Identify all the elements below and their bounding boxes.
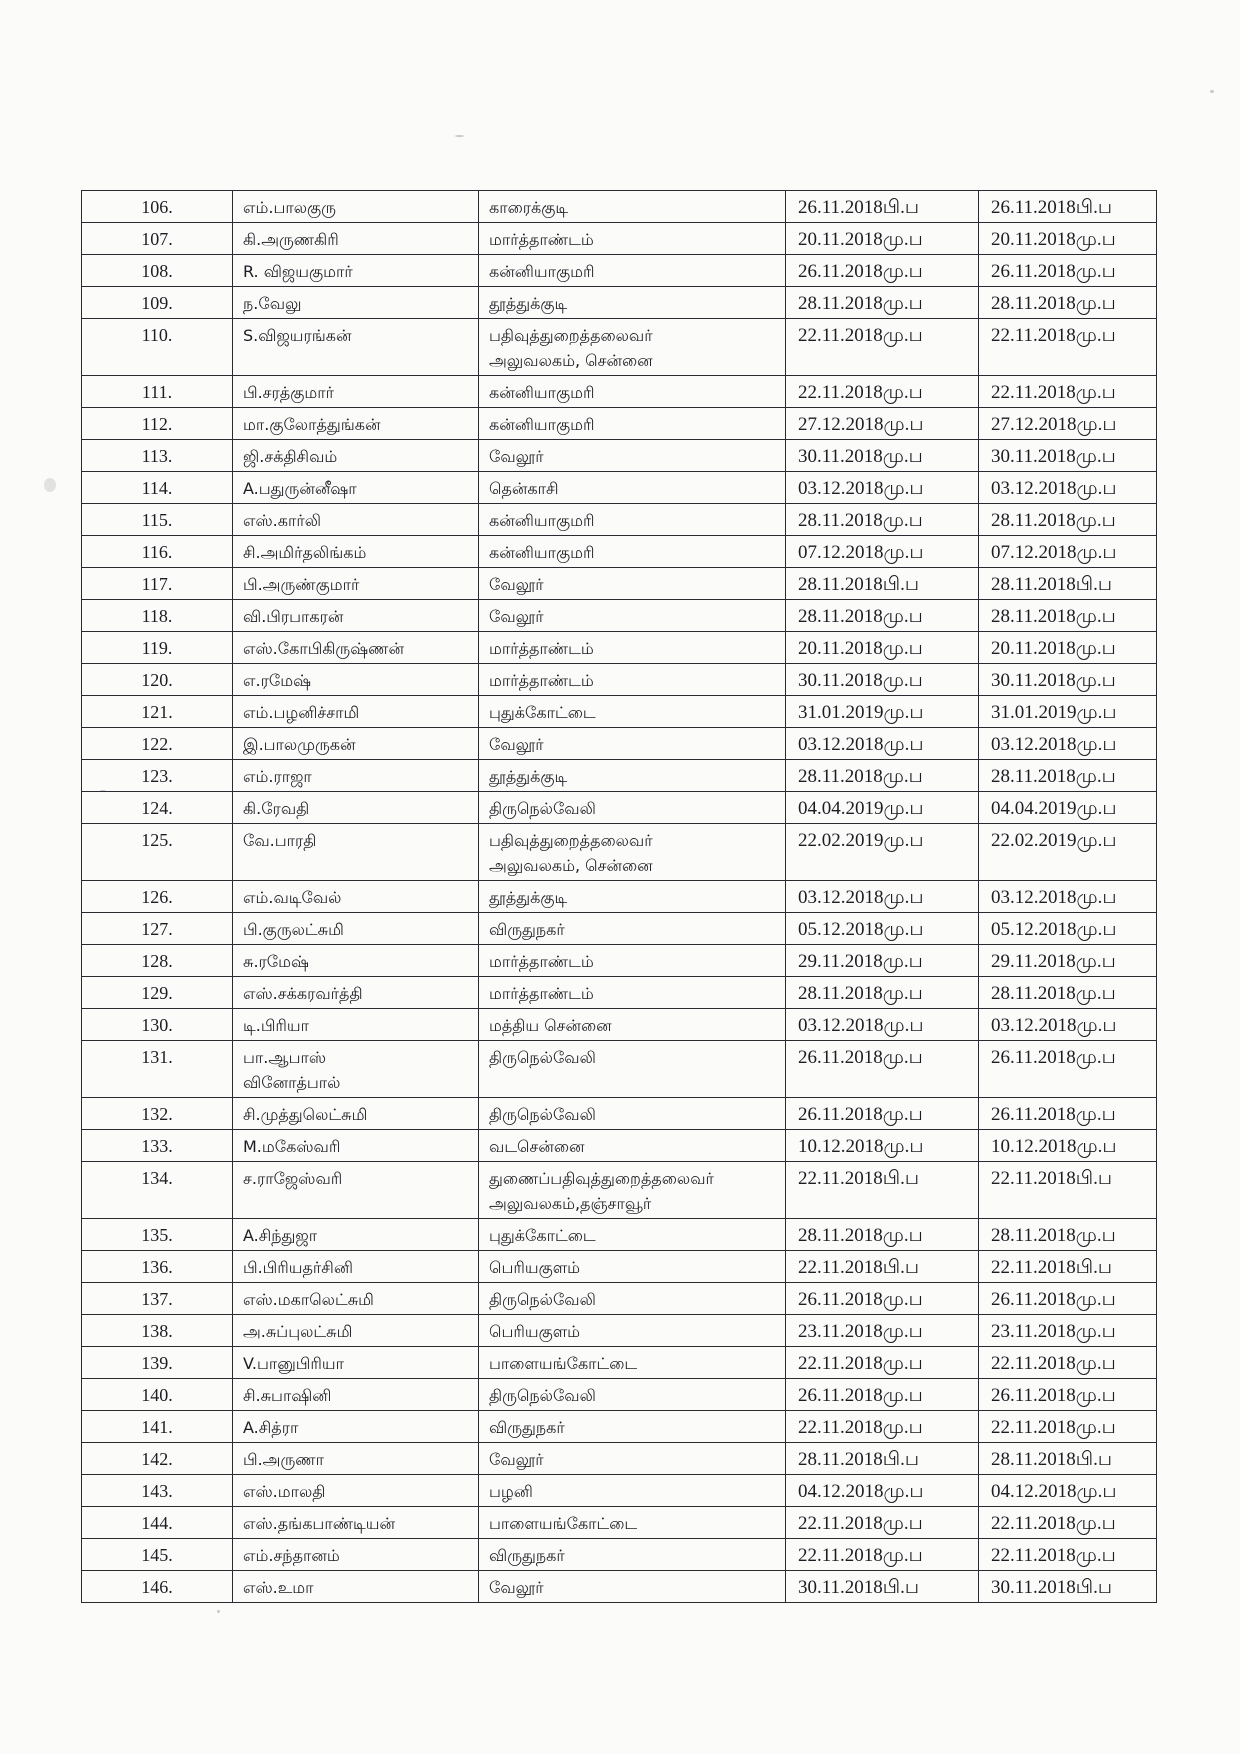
relieved-date-cell: 31.01.2019மு.ப <box>786 696 979 728</box>
relieved-date-cell: 04.12.2018மு.ப <box>786 1475 979 1507</box>
office-cell <box>479 824 786 881</box>
office-cell <box>479 977 786 1009</box>
joined-date-cell: 26.11.2018மு.ப <box>979 1041 1157 1098</box>
relieved-date-cell: 22.11.2018பி.ப <box>786 1251 979 1283</box>
serial-number-cell: 133. <box>82 1130 233 1162</box>
serial-number-cell: 142. <box>82 1443 233 1475</box>
office-line: மார்த்தாண்டம் <box>489 639 594 658</box>
joined-date-cell: 30.11.2018மு.ப <box>979 664 1157 696</box>
table-row <box>82 945 1157 977</box>
relieved-date-cell: 22.11.2018மு.ப <box>786 319 979 376</box>
joined-date-cell: 22.11.2018மு.ப <box>979 1347 1157 1379</box>
serial-number-cell: 128. <box>82 945 233 977</box>
office-line: பதிவுத்துறைத்தலைவர் <box>489 831 653 850</box>
office-cell <box>479 319 786 376</box>
office-line: மார்த்தாண்டம் <box>489 230 594 249</box>
serial-number-cell: 138. <box>82 1315 233 1347</box>
name-cell: பி.குருலட்சுமி <box>233 913 479 945</box>
table-row <box>82 881 1157 913</box>
serial-number-cell: 111. <box>82 376 233 408</box>
serial-number-cell: 139. <box>82 1347 233 1379</box>
records-table-body <box>82 191 1157 1603</box>
office-line: தென்காசி <box>489 479 559 498</box>
serial-number-cell: 115. <box>82 504 233 536</box>
office-line: திருநெல்வேலி <box>489 1048 596 1067</box>
name-cell: டி.பிரியா <box>233 1009 479 1041</box>
table-row <box>82 696 1157 728</box>
relieved-date-cell: 04.04.2019மு.ப <box>786 792 979 824</box>
joined-date-cell: 30.11.2018பி.ப <box>979 1571 1157 1603</box>
joined-date-cell: 03.12.2018மு.ப <box>979 728 1157 760</box>
relieved-date-cell: 03.12.2018மு.ப <box>786 881 979 913</box>
office-cell <box>479 1009 786 1041</box>
joined-date-cell: 07.12.2018மு.ப <box>979 536 1157 568</box>
serial-number-cell: 120. <box>82 664 233 696</box>
name-cell: சி.அமிர்தலிங்கம் <box>233 536 479 568</box>
table-row <box>82 1251 1157 1283</box>
name-cell: எஸ்.கார்லி <box>233 504 479 536</box>
joined-date-cell: 26.11.2018மு.ப <box>979 255 1157 287</box>
office-cell <box>479 792 786 824</box>
office-line: தூத்துக்குடி <box>489 767 568 786</box>
table-row <box>82 913 1157 945</box>
name-cell: ச.ராஜேஸ்வரி <box>233 1162 479 1219</box>
table-row <box>82 728 1157 760</box>
table-row <box>82 255 1157 287</box>
relieved-date-cell: 22.02.2019மு.ப <box>786 824 979 881</box>
office-cell <box>479 1098 786 1130</box>
relieved-date-cell: 30.11.2018மு.ப <box>786 664 979 696</box>
name-cell <box>233 1041 479 1098</box>
table-row <box>82 319 1157 376</box>
table-row <box>82 792 1157 824</box>
name-cell: எஸ்.தங்கபாண்டியன் <box>233 1507 479 1539</box>
table-row <box>82 1411 1157 1443</box>
name-cell: இ.பாலமுருகன் <box>233 728 479 760</box>
office-line: திருநெல்வேலி <box>489 1386 596 1405</box>
relieved-date-cell: 22.11.2018மு.ப <box>786 376 979 408</box>
joined-date-cell: 22.11.2018பி.ப <box>979 1251 1157 1283</box>
office-cell <box>479 632 786 664</box>
office-cell <box>479 1347 786 1379</box>
office-cell <box>479 472 786 504</box>
joined-date-cell: 22.11.2018பி.ப <box>979 1162 1157 1219</box>
relieved-date-cell: 07.12.2018மு.ப <box>786 536 979 568</box>
relieved-date-cell: 23.11.2018மு.ப <box>786 1315 979 1347</box>
relieved-date-cell: 26.11.2018மு.ப <box>786 1098 979 1130</box>
serial-number-cell: 125. <box>82 824 233 881</box>
joined-date-cell: 28.11.2018மு.ப <box>979 287 1157 319</box>
joined-date-cell: 28.11.2018மு.ப <box>979 504 1157 536</box>
office-cell <box>479 568 786 600</box>
relieved-date-cell: 26.11.2018மு.ப <box>786 255 979 287</box>
office-cell <box>479 664 786 696</box>
joined-date-cell: 26.11.2018மு.ப <box>979 1098 1157 1130</box>
name-cell: M.மகேஸ்வரி <box>233 1130 479 1162</box>
name-cell: சி.முத்துலெட்சுமி <box>233 1098 479 1130</box>
table-row <box>82 600 1157 632</box>
office-line: வேலூர் <box>489 1450 544 1469</box>
office-cell <box>479 913 786 945</box>
table-row <box>82 977 1157 1009</box>
office-cell <box>479 1219 786 1251</box>
office-cell <box>479 1507 786 1539</box>
relieved-date-cell: 03.12.2018மு.ப <box>786 728 979 760</box>
relieved-date-cell: 26.11.2018மு.ப <box>786 1283 979 1315</box>
table-row <box>82 760 1157 792</box>
office-cell <box>479 1379 786 1411</box>
joined-date-cell: 28.11.2018பி.ப <box>979 1443 1157 1475</box>
office-line: பெரியகுளம் <box>489 1258 581 1277</box>
office-line: தூத்துக்குடி <box>489 294 568 313</box>
table-row <box>82 1315 1157 1347</box>
office-line: மத்திய சென்னை <box>489 1016 612 1035</box>
office-line: வேலூர் <box>489 575 544 594</box>
office-cell <box>479 408 786 440</box>
name-cell: S.விஜயரங்கன் <box>233 319 479 376</box>
office-cell <box>479 1041 786 1098</box>
office-cell <box>479 287 786 319</box>
table-row <box>82 664 1157 696</box>
office-cell <box>479 1571 786 1603</box>
name-cell: அ.சுப்புலட்சுமி <box>233 1315 479 1347</box>
office-line: அலுவலகம், சென்னை <box>489 856 653 875</box>
name-line: பா.ஆபாஸ் <box>243 1048 327 1067</box>
office-line: மார்த்தாண்டம் <box>489 671 594 690</box>
office-cell <box>479 1315 786 1347</box>
name-cell: A.பதுருன்னீஷா <box>233 472 479 504</box>
name-cell: எஸ்.உமா <box>233 1571 479 1603</box>
joined-date-cell: 03.12.2018மு.ப <box>979 1009 1157 1041</box>
table-row <box>82 824 1157 881</box>
relieved-date-cell: 26.11.2018பி.ப <box>786 191 979 223</box>
serial-number-cell: 144. <box>82 1507 233 1539</box>
relieved-date-cell: 30.11.2018மு.ப <box>786 440 979 472</box>
office-cell <box>479 600 786 632</box>
table-row <box>82 504 1157 536</box>
office-line: பதிவுத்துறைத்தலைவர் <box>489 326 653 345</box>
name-cell: எம்.ராஜா <box>233 760 479 792</box>
name-cell: எம்.பாலகுரு <box>233 191 479 223</box>
serial-number-cell: 141. <box>82 1411 233 1443</box>
name-cell: சு.ரமேஷ் <box>233 945 479 977</box>
scan-speck <box>455 135 464 137</box>
name-cell: எம்.வடிவேல் <box>233 881 479 913</box>
office-cell <box>479 376 786 408</box>
office-line: புதுக்கோட்டை <box>489 1226 596 1245</box>
relieved-date-cell: 27.12.2018மு.ப <box>786 408 979 440</box>
serial-number-cell: 114. <box>82 472 233 504</box>
relieved-date-cell: 20.11.2018மு.ப <box>786 632 979 664</box>
serial-number-cell: 122. <box>82 728 233 760</box>
office-cell <box>479 728 786 760</box>
table-row <box>82 1162 1157 1219</box>
office-line: தூத்துக்குடி <box>489 888 568 907</box>
relieved-date-cell: 22.11.2018மு.ப <box>786 1411 979 1443</box>
relieved-date-cell: 05.12.2018மு.ப <box>786 913 979 945</box>
joined-date-cell: 22.11.2018மு.ப <box>979 319 1157 376</box>
table-row <box>82 440 1157 472</box>
table-row <box>82 1283 1157 1315</box>
office-line: கன்னியாகுமரி <box>489 262 595 281</box>
table-row <box>82 1507 1157 1539</box>
serial-number-cell: 117. <box>82 568 233 600</box>
serial-number-cell: 129. <box>82 977 233 1009</box>
name-cell: V.பானுபிரியா <box>233 1347 479 1379</box>
office-cell <box>479 945 786 977</box>
office-cell <box>479 1162 786 1219</box>
serial-number-cell: 119. <box>82 632 233 664</box>
table-row <box>82 191 1157 223</box>
table-row <box>82 1475 1157 1507</box>
name-cell: A.சித்ரா <box>233 1411 479 1443</box>
office-line: பாளையங்கோட்டை <box>489 1514 638 1533</box>
office-cell <box>479 1251 786 1283</box>
serial-number-cell: 134. <box>82 1162 233 1219</box>
office-line: கன்னியாகுமரி <box>489 511 595 530</box>
office-line: துணைப்பதிவுத்துறைத்தலைவர் <box>489 1169 714 1188</box>
relieved-date-cell: 10.12.2018மு.ப <box>786 1130 979 1162</box>
office-cell <box>479 1539 786 1571</box>
table-row <box>82 632 1157 664</box>
joined-date-cell: 27.12.2018மு.ப <box>979 408 1157 440</box>
joined-date-cell: 28.11.2018மு.ப <box>979 600 1157 632</box>
office-line: திருநெல்வேலி <box>489 1290 596 1309</box>
joined-date-cell: 26.11.2018மு.ப <box>979 1283 1157 1315</box>
office-line: வேலூர் <box>489 447 544 466</box>
office-cell <box>479 1130 786 1162</box>
serial-number-cell: 131. <box>82 1041 233 1098</box>
name-cell: எ.ரமேஷ் <box>233 664 479 696</box>
relieved-date-cell: 28.11.2018பி.ப <box>786 568 979 600</box>
relieved-date-cell: 26.11.2018மு.ப <box>786 1041 979 1098</box>
relieved-date-cell: 28.11.2018மு.ப <box>786 760 979 792</box>
name-cell: வி.பிரபாகரன் <box>233 600 479 632</box>
serial-number-cell: 130. <box>82 1009 233 1041</box>
office-cell <box>479 760 786 792</box>
relieved-date-cell: 03.12.2018மு.ப <box>786 472 979 504</box>
office-line: வேலூர் <box>489 607 544 626</box>
relieved-date-cell: 28.11.2018மு.ப <box>786 600 979 632</box>
office-line: கன்னியாகுமரி <box>489 383 595 402</box>
office-cell <box>479 1411 786 1443</box>
joined-date-cell: 29.11.2018மு.ப <box>979 945 1157 977</box>
name-cell: கி.ரேவதி <box>233 792 479 824</box>
name-cell: ந.வேலு <box>233 287 479 319</box>
joined-date-cell: 26.11.2018மு.ப <box>979 1379 1157 1411</box>
office-line: விருதுநகர் <box>489 920 565 939</box>
serial-number-cell: 143. <box>82 1475 233 1507</box>
serial-number-cell: 135. <box>82 1219 233 1251</box>
serial-number-cell: 123. <box>82 760 233 792</box>
table-row <box>82 223 1157 255</box>
joined-date-cell: 28.11.2018மு.ப <box>979 1219 1157 1251</box>
table-row <box>82 568 1157 600</box>
relieved-date-cell: 28.11.2018மு.ப <box>786 287 979 319</box>
serial-number-cell: 107. <box>82 223 233 255</box>
joined-date-cell: 22.11.2018மு.ப <box>979 1539 1157 1571</box>
office-cell <box>479 1443 786 1475</box>
joined-date-cell: 22.02.2019மு.ப <box>979 824 1157 881</box>
relieved-date-cell: 30.11.2018பி.ப <box>786 1571 979 1603</box>
table-row <box>82 287 1157 319</box>
name-cell: சி.சுபாஷினி <box>233 1379 479 1411</box>
name-cell: பி.சரத்குமார் <box>233 376 479 408</box>
name-cell: எம்.சந்தானம் <box>233 1539 479 1571</box>
office-line: வேலூர் <box>489 1578 544 1597</box>
joined-date-cell: 05.12.2018மு.ப <box>979 913 1157 945</box>
joined-date-cell: 20.11.2018மு.ப <box>979 632 1157 664</box>
office-line: வேலூர் <box>489 735 544 754</box>
relieved-date-cell: 22.11.2018பி.ப <box>786 1162 979 1219</box>
table-row <box>82 1009 1157 1041</box>
table-row <box>82 1571 1157 1603</box>
office-line: கன்னியாகுமரி <box>489 543 595 562</box>
serial-number-cell: 116. <box>82 536 233 568</box>
office-cell <box>479 881 786 913</box>
relieved-date-cell: 28.11.2018மு.ப <box>786 977 979 1009</box>
office-line: பாளையங்கோட்டை <box>489 1354 638 1373</box>
scan-speck <box>1210 90 1214 93</box>
serial-number-cell: 136. <box>82 1251 233 1283</box>
office-cell <box>479 255 786 287</box>
serial-number-cell: 127. <box>82 913 233 945</box>
office-cell <box>479 696 786 728</box>
name-cell: பி.அருண்குமார் <box>233 568 479 600</box>
serial-number-cell: 118. <box>82 600 233 632</box>
name-cell: எஸ்.சக்கரவர்த்தி <box>233 977 479 1009</box>
office-cell <box>479 1283 786 1315</box>
joined-date-cell: 30.11.2018மு.ப <box>979 440 1157 472</box>
records-table <box>81 190 1157 1603</box>
table-row <box>82 1379 1157 1411</box>
serial-number-cell: 112. <box>82 408 233 440</box>
name-line: வினோத்பால் <box>243 1073 341 1092</box>
joined-date-cell: 26.11.2018பி.ப <box>979 191 1157 223</box>
office-cell <box>479 223 786 255</box>
table-row <box>82 1041 1157 1098</box>
serial-number-cell: 106. <box>82 191 233 223</box>
serial-number-cell: 146. <box>82 1571 233 1603</box>
name-cell: எஸ்.மகாலெட்சுமி <box>233 1283 479 1315</box>
table-row <box>82 1347 1157 1379</box>
name-cell: பி.பிரியதர்சினி <box>233 1251 479 1283</box>
office-line: திருநெல்வேலி <box>489 1105 596 1124</box>
office-cell <box>479 1475 786 1507</box>
name-cell: எஸ்.கோபிகிருஷ்ணன் <box>233 632 479 664</box>
serial-number-cell: 109. <box>82 287 233 319</box>
joined-date-cell: 28.11.2018பி.ப <box>979 568 1157 600</box>
joined-date-cell: 22.11.2018மு.ப <box>979 1507 1157 1539</box>
serial-number-cell: 110. <box>82 319 233 376</box>
table-row <box>82 536 1157 568</box>
serial-number-cell: 140. <box>82 1379 233 1411</box>
serial-number-cell: 121. <box>82 696 233 728</box>
office-line: பெரியகுளம் <box>489 1322 581 1341</box>
name-cell: ஜி.சக்திசிவம் <box>233 440 479 472</box>
relieved-date-cell: 28.11.2018மு.ப <box>786 504 979 536</box>
relieved-date-cell: 28.11.2018மு.ப <box>786 1219 979 1251</box>
name-cell: மா.குலோத்துங்கன் <box>233 408 479 440</box>
serial-number-cell: 145. <box>82 1539 233 1571</box>
name-cell: R. விஜயகுமார் <box>233 255 479 287</box>
office-line: மார்த்தாண்டம் <box>489 952 594 971</box>
office-line: வடசென்னை <box>489 1137 585 1156</box>
office-line: அலுவலகம்,தஞ்சாவூர் <box>489 1194 652 1213</box>
office-line: விருதுநகர் <box>489 1418 565 1437</box>
relieved-date-cell: 22.11.2018மு.ப <box>786 1507 979 1539</box>
serial-number-cell: 137. <box>82 1283 233 1315</box>
office-cell <box>479 504 786 536</box>
table-row <box>82 472 1157 504</box>
joined-date-cell: 31.01.2019மு.ப <box>979 696 1157 728</box>
scan-speck <box>217 1610 220 1613</box>
scan-speck <box>44 478 56 492</box>
joined-date-cell: 23.11.2018மு.ப <box>979 1315 1157 1347</box>
joined-date-cell: 04.12.2018மு.ப <box>979 1475 1157 1507</box>
relieved-date-cell: 22.11.2018மு.ப <box>786 1539 979 1571</box>
table-row <box>82 1443 1157 1475</box>
office-cell <box>479 536 786 568</box>
office-line: விருதுநகர் <box>489 1546 565 1565</box>
serial-number-cell: 126. <box>82 881 233 913</box>
joined-date-cell: 03.12.2018மு.ப <box>979 881 1157 913</box>
name-cell: வே.பாரதி <box>233 824 479 881</box>
name-cell: A.சிந்துஜா <box>233 1219 479 1251</box>
office-line: பழனி <box>489 1482 533 1501</box>
relieved-date-cell: 03.12.2018மு.ப <box>786 1009 979 1041</box>
office-line: புதுக்கோட்டை <box>489 703 596 722</box>
name-cell: கி.அருணகிரி <box>233 223 479 255</box>
table-row <box>82 1098 1157 1130</box>
joined-date-cell: 20.11.2018மு.ப <box>979 223 1157 255</box>
joined-date-cell: 04.04.2019மு.ப <box>979 792 1157 824</box>
joined-date-cell: 22.11.2018மு.ப <box>979 376 1157 408</box>
name-cell: எஸ்.மாலதி <box>233 1475 479 1507</box>
office-cell <box>479 191 786 223</box>
table-row <box>82 1219 1157 1251</box>
serial-number-cell: 113. <box>82 440 233 472</box>
table-row <box>82 1130 1157 1162</box>
joined-date-cell: 03.12.2018மு.ப <box>979 472 1157 504</box>
relieved-date-cell: 29.11.2018மு.ப <box>786 945 979 977</box>
joined-date-cell: 28.11.2018மு.ப <box>979 760 1157 792</box>
office-line: அலுவலகம், சென்னை <box>489 351 653 370</box>
relieved-date-cell: 22.11.2018மு.ப <box>786 1347 979 1379</box>
serial-number-cell: 124. <box>82 792 233 824</box>
table-row <box>82 408 1157 440</box>
office-line: திருநெல்வேலி <box>489 799 596 818</box>
joined-date-cell: 10.12.2018மு.ப <box>979 1130 1157 1162</box>
relieved-date-cell: 28.11.2018பி.ப <box>786 1443 979 1475</box>
name-cell: எம்.பழனிச்சாமி <box>233 696 479 728</box>
office-cell <box>479 440 786 472</box>
serial-number-cell: 108. <box>82 255 233 287</box>
joined-date-cell: 28.11.2018மு.ப <box>979 977 1157 1009</box>
name-cell: பி.அருணா <box>233 1443 479 1475</box>
joined-date-cell: 22.11.2018மு.ப <box>979 1411 1157 1443</box>
table-row <box>82 1539 1157 1571</box>
table-row <box>82 376 1157 408</box>
relieved-date-cell: 20.11.2018மு.ப <box>786 223 979 255</box>
office-line: கன்னியாகுமரி <box>489 415 595 434</box>
serial-number-cell: 132. <box>82 1098 233 1130</box>
relieved-date-cell: 26.11.2018மு.ப <box>786 1379 979 1411</box>
office-line: மார்த்தாண்டம் <box>489 984 594 1003</box>
office-line: காரைக்குடி <box>489 198 569 217</box>
